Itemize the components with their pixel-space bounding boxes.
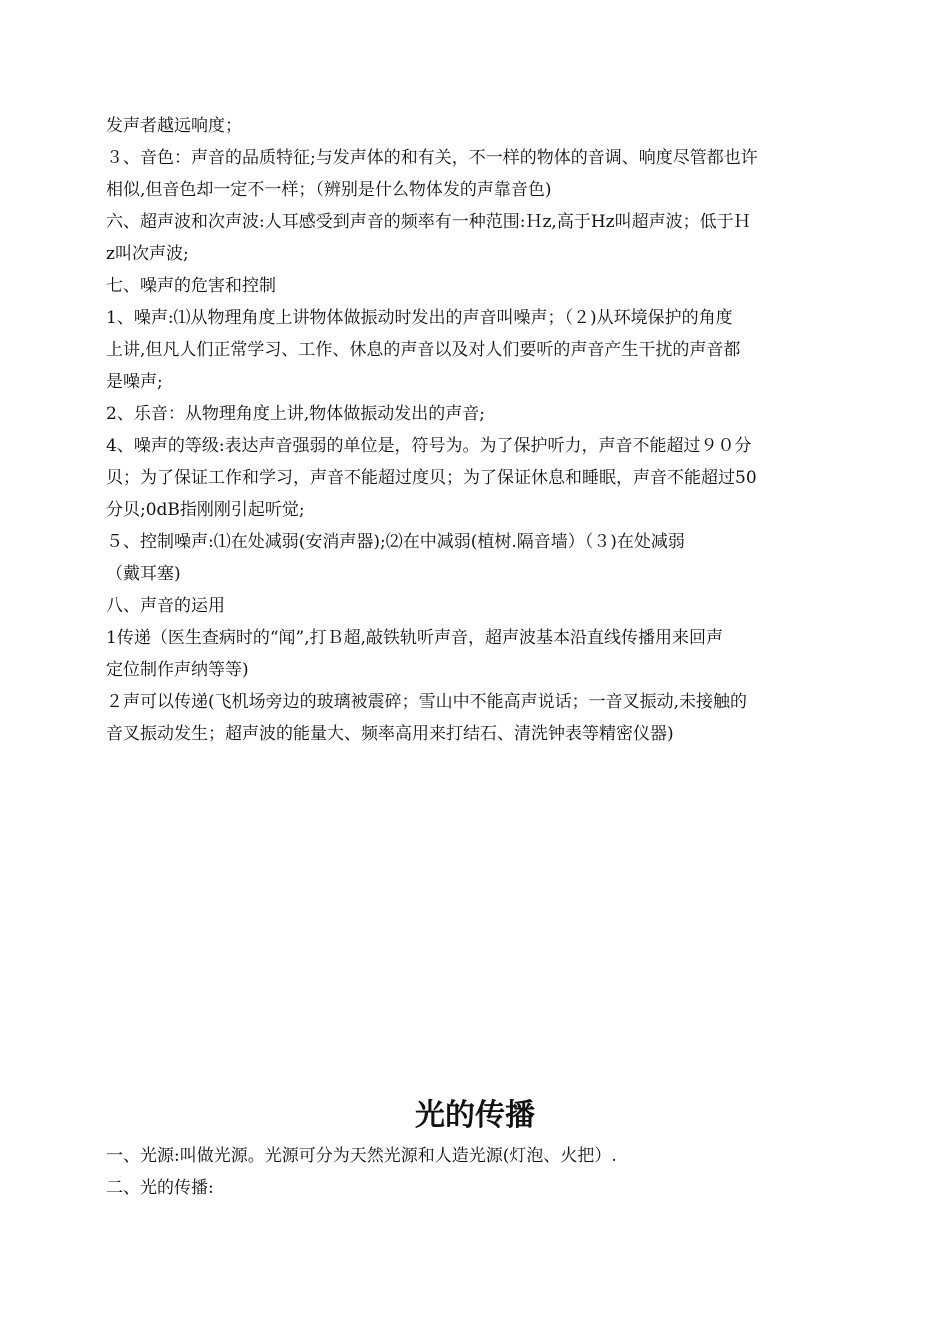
section-heading: 光的传播 [415, 1098, 535, 1133]
text-line: 发声者越远响度； [106, 116, 242, 136]
text-line: 上讲,但凡人们正常学习、工作、休息的声音以及对人们要听的声音产生干扰的声音都 [106, 340, 741, 360]
text-line: ３、音色：声音的品质特征;与发声体的和有关，不一样的物体的音调、响度尽管都也许 [106, 148, 758, 168]
text-line: 分贝;0dB指刚刚引起听觉; [106, 500, 305, 520]
text-line: 1、噪声:⑴从物理角度上讲物体做振动时发出的声音叫噪声；（２)从环境保护的角度 [106, 308, 733, 328]
text-line: （戴耳塞) [106, 564, 181, 584]
sound-notes-section [106, 110, 848, 750]
text-line: 4、噪声的等级:表达声音强弱的单位是，符号为。为了保护听力，声音不能超过９０分 [106, 436, 752, 456]
text-line: 2、乐音：从物理角度上讲,物体做振动发出的声音; [106, 404, 485, 424]
text-line: ２声可以传递(飞机场旁边的玻璃被震碎；雪山中不能高声说话；一音叉振动,未接触的 [106, 692, 748, 712]
text-line: 相似,但音色却一定不一样；（辨别是什么物体发的声靠音色) [106, 180, 552, 200]
text-line: 一、光源:叫做光源。光源可分为天然光源和人造光源(灯泡、火把）. [106, 1146, 617, 1166]
light-notes-section [106, 1140, 848, 1204]
text-line: 七、噪声的危害和控制 [106, 276, 276, 296]
text-line: 1传递（医生查病时的“闻”,打Ｂ超,敲铁轨听声音，超声波基本沿直线传播用来回声 [106, 628, 724, 648]
text-line: 八、声音的运用 [106, 596, 225, 616]
text-line: 贝；为了保证工作和学习，声音不能超过度贝；为了保证休息和睡眠，声音不能超过50 [106, 468, 757, 488]
text-line: 定位制作声纳等等) [106, 660, 249, 680]
text-line: 二、光的传播: [106, 1178, 214, 1198]
text-line: 音叉振动发生；超声波的能量大、频率高用来打结石、清洗钟表等精密仪器) [106, 724, 674, 744]
text-line: 是噪声; [106, 372, 163, 392]
text-line: ５、控制噪声:⑴在处减弱(安消声器);⑵在中减弱(植树.隔音墙）（３)在处减弱 [106, 532, 685, 552]
text-line: 六、超声波和次声波:人耳感受到声音的频率有一种范围:Ｈz,高于Hz叫超声波；低于Ｈ [106, 212, 751, 232]
text-line: z叫次声波; [106, 244, 189, 264]
